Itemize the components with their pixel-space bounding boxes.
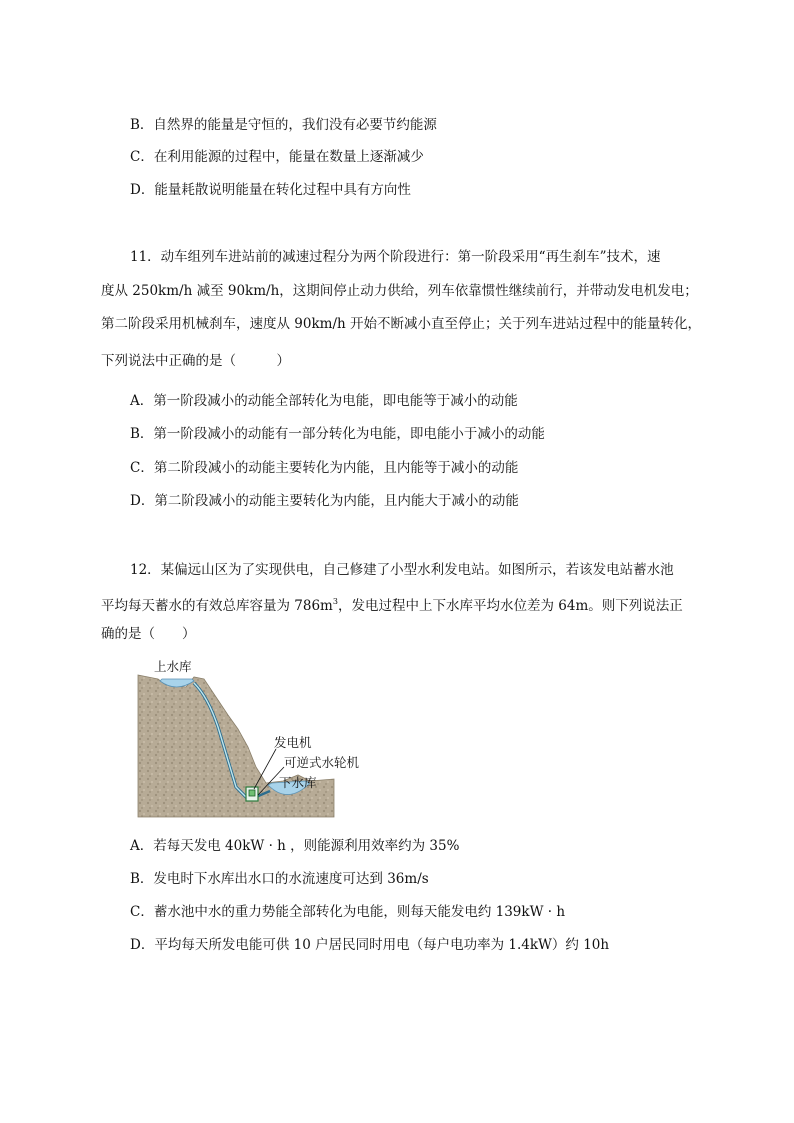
q11-stem-line2: 度从 250km/h 减至 90km/h，这期间停止动力供给，列车依靠惯性继续前行，并带动发电机发电； [101,283,698,299]
label-turbine: 可逆式水轮机 [284,755,360,770]
q12-option-c: C．蓄水池中水的重力势能全部转化为电能，则每天能发电约 139kW · h [130,904,566,920]
q11-option-a: A．第一阶段减小的动能全部转化为电能，即电能等于减小的动能 [130,393,518,409]
hydro-station-diagram [138,657,360,817]
q11-option-c: C．第二阶段减小的动能主要转化为内能，且内能等于减小的动能 [130,460,519,476]
q12-stem-line2-part2: ，发电过程中上下水库平均水位差为 64m。则下列说法正 [337,598,683,614]
q12-option-a: A．若每天发电 40kW · h ，则能源利用效率约为 35% [130,838,460,854]
q11-option-b: B．第一阶段减小的动能有一部分转化为电能，即电能小于减小的动能 [130,426,545,442]
q11-stem-line3: 第二阶段采用机械刹车，速度从 90km/h 开始不断减小直至停止；关于列车进站过程中的能量转化， [101,316,701,332]
q11-option-d: D．第二阶段减小的动能主要转化为内能，且内能大于减小的动能 [130,493,519,509]
label-lower-reservoir: 下水库 [279,775,317,790]
q12-stem-line1: 12．某偏远山区为了实现供电，自己修建了小型水利发电站。如图所示，若该发电站蓄水池 [130,562,674,578]
hydro-station-figure [138,657,360,817]
q12-stem-line3: 确的是（ ） [101,626,196,642]
q10-option-d: D．能量耗散说明能量在转化过程中具有方向性 [130,182,411,198]
generator-unit [249,790,255,796]
q12-stem-line2 [101,593,683,615]
q12-option-b: B．发电时下水库出水口的水流速度可达到 36m/s [130,871,429,887]
label-generator: 发电机 [274,735,312,750]
q11-stem-line4: 下列说法中正确的是（ ） [101,353,290,369]
q10-option-b: B．自然界的能量是守恒的，我们没有必要节约能源 [130,117,437,133]
q12-stem-line2-part1: 平均每天蓄水的有效总库容量为 786m [101,598,333,614]
q12-stem-superscript: 3 [332,597,338,606]
q10-option-c: C．在利用能源的过程中，能量在数量上逐渐减少 [130,149,424,165]
label-upper-reservoir: 上水库 [154,659,192,674]
q11-stem-line1: 11．动车组列车进站前的减速过程分为两个阶段进行：第一阶段采用“再生刹车”技术，速 [130,249,661,265]
q12-option-d: D．平均每天所发电能可供 10 户居民同时用电（每户电功率为 1.4kW）约 10h [130,937,610,953]
